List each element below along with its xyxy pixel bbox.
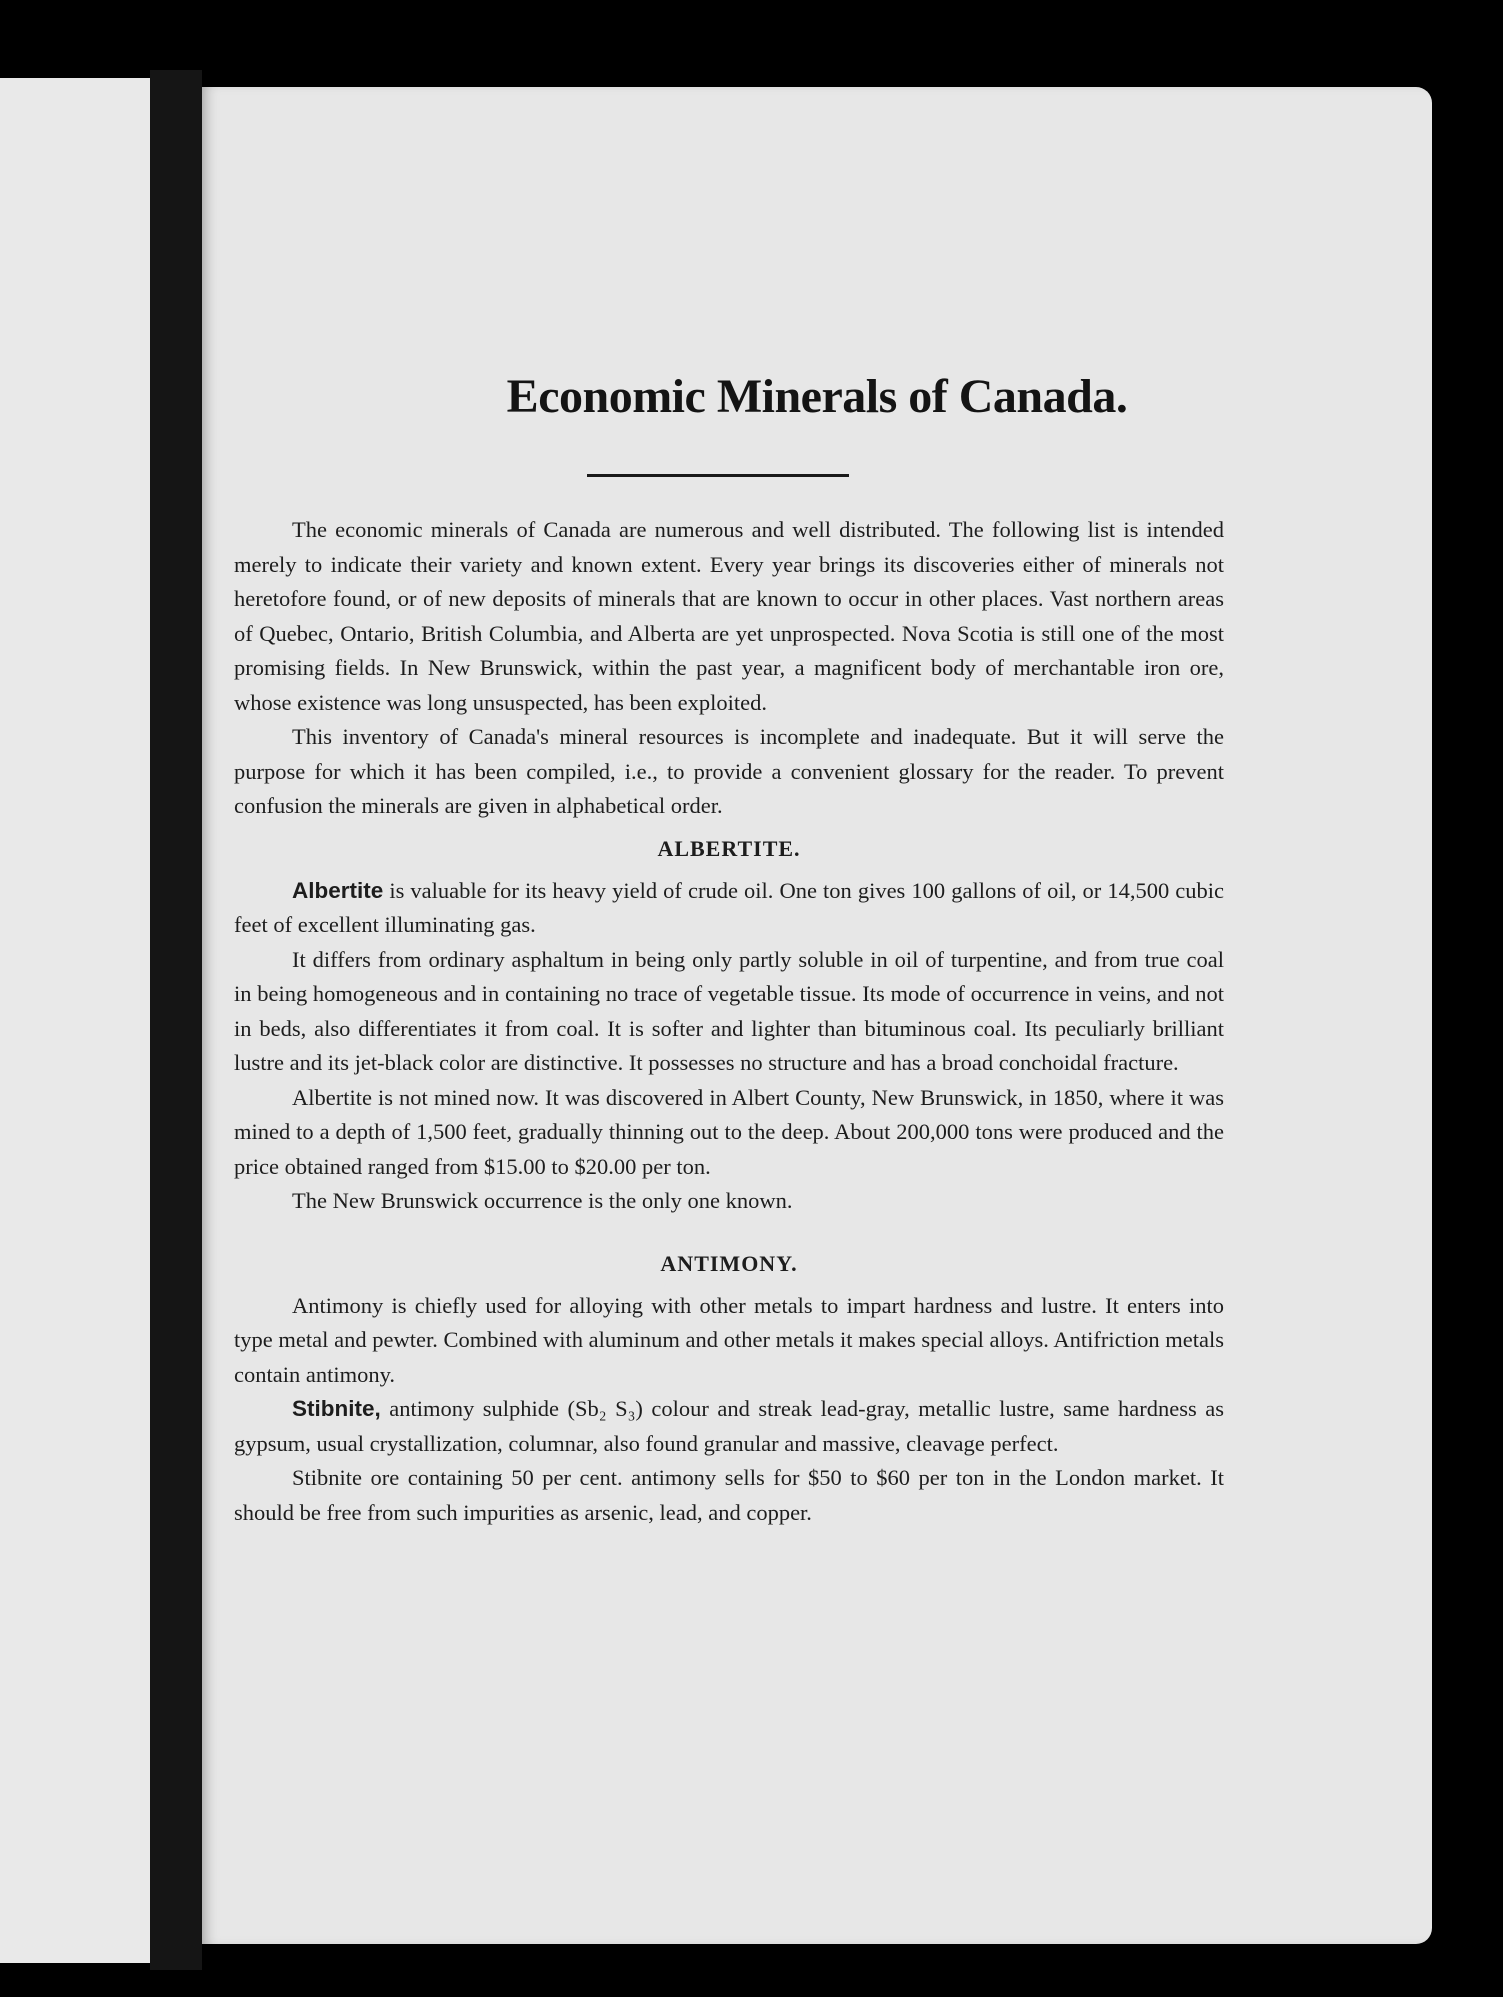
paragraph-lead-term: Albertite xyxy=(292,877,384,903)
paragraph-text: Stibnite ore containing 50 per cent. antimony sells for $50 to $60 per ton in the London market. It should be free from such impurities as arsenic, lead, and copper. xyxy=(234,1465,1224,1525)
albertite-paragraph xyxy=(234,1081,1224,1185)
book-spine xyxy=(150,70,202,1970)
section-gap xyxy=(234,1219,1224,1239)
antimony-paragraph xyxy=(234,1392,1224,1461)
section-heading-albertite: ALBERTITE. xyxy=(657,835,801,861)
paragraph-text: is valuable for its heavy yield of crude oil. One ton gives 100 gallons of oil, or 14,500 cubic feet of excellent illuminating gas. xyxy=(234,877,1224,937)
page-body xyxy=(234,513,1224,1530)
intro-paragraph: The economic minerals of Canada are numerous and well distributed. The following list is intended merely to indicate their variety and known extent. Every year brings its discoveries either of minerals not heretofore found, or of new deposits of minerals that are known to occur in other places. Vast northern areas of Quebec, Ontario, British Columbia, and Alberta are yet unprospected. Nova Scotia is still one of the most promising fields. In New Brunswick, within the past year, a magnificent body of merchantable iron ore, whose existence was long unsuspected, has been exploited. xyxy=(234,517,1224,715)
albertite-paragraph xyxy=(234,943,1224,1081)
albertite-paragraph xyxy=(234,1184,1224,1219)
paragraph-text: Albertite is not mined now. It was discovered in Albert County, New Brunswick, in 1850, where it was mined to a depth of 1,500 feet, gradually thinning out to the deep. About 200,000 tons were produced and the price obtained ranged from $15.00 to $20.00 per ton. xyxy=(234,1084,1224,1179)
paragraph-text: antimony sulphide (Sb₂ S₃) colour and streak lead-gray, metallic lustre, same hardness as gypsum, usual crystallization, columnar, also found granular and massive, cleavage perfect. xyxy=(234,1396,1224,1456)
intro-paragraph: This inventory of Canada's mineral resources is incomplete and inadequate. But it will serve the purpose for which it has been compiled, i.e., to provide a convenient glossary for the reader. To prevent confusion the minerals are given in alphabetical order. xyxy=(234,724,1224,818)
page-title: Economic Minerals of Canada. xyxy=(506,370,1128,423)
antimony-paragraph xyxy=(234,1289,1224,1393)
paragraph-text: Antimony is chiefly used for alloying with other metals to impart hardness and lustre. It enters into type metal and pewter. Combined with aluminum and other metals it makes special alloys. Antifriction metals contain antimony. xyxy=(234,1292,1224,1387)
antimony-paragraph xyxy=(234,1461,1224,1530)
book-page xyxy=(202,87,1432,1944)
title-divider xyxy=(587,474,849,477)
previous-page-edge xyxy=(0,78,168,1963)
albertite-paragraph xyxy=(234,874,1224,943)
paragraph-lead-term: Stibnite, xyxy=(292,1396,381,1421)
paragraph-text: It differs from ordinary asphaltum in being only partly soluble in oil of turpentine, and from true coal in being homogeneous and in containing no trace of vegetable tissue. Its mode of occurrence in veins, and not in beds, also differentiates it from coal. It is softer and lighter than bituminous coal. Its peculiarly brilliant lustre and its jet-black color are distinctive. It possesses no structure and has a broad conchoidal fracture. xyxy=(234,946,1224,1075)
section-heading-antimony: ANTIMONY. xyxy=(660,1250,798,1276)
paragraph-text: The New Brunswick occurrence is the only one known. xyxy=(292,1188,793,1213)
